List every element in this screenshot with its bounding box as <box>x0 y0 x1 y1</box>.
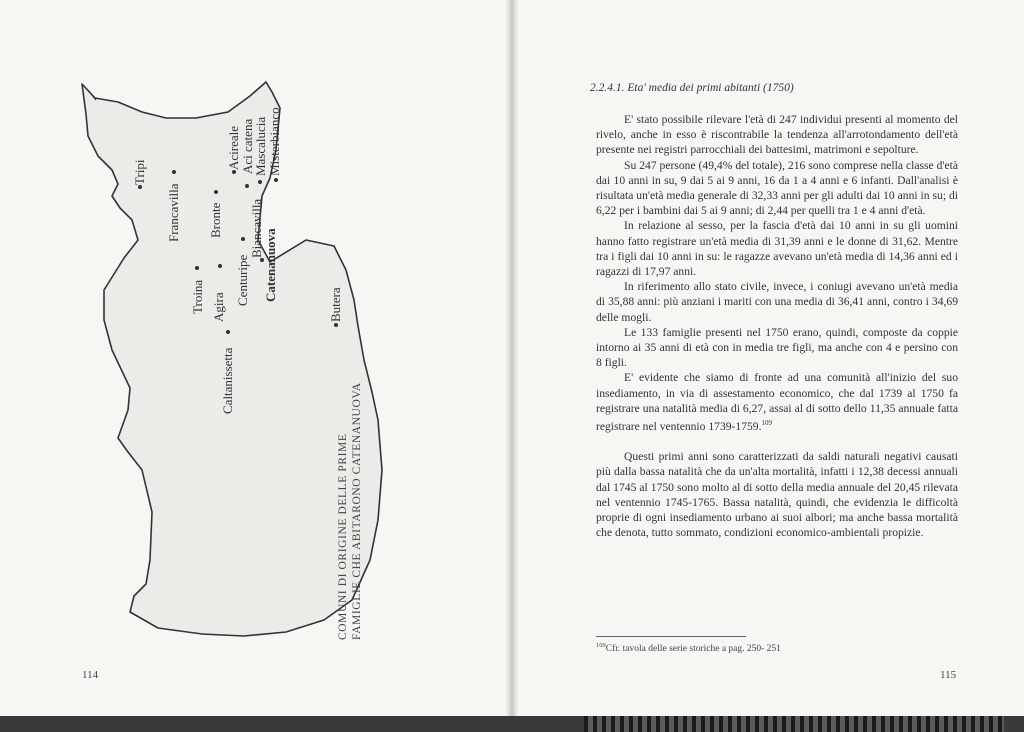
paragraph-with-note <box>596 370 958 434</box>
town-dot <box>218 264 222 268</box>
footnote <box>596 642 781 654</box>
paragraph: E' stato possibile rilevare l'età di 247 individui presenti al momento del rivelo, anche in esso è riscontrabile la tendenza all'arrotondamento dell'età presente nei registri parrocchiali dei battesimi, matrimoni e sepolture. <box>596 113 958 157</box>
paragraph: Questi primi anni sono caratterizzati da saldi naturali negativi causati più dalla bassa natalità che da un'alta mortalità, infatti i 12,38 decessi annuali dal 1745 al 1750 sono molto al di sotto della media annuale del 20,45 rilevata nel ventennio 1745-1765. Bassa natalità, quindi, che evidenzia le difficoltà proprie di ogni insediamento urbano ai suoi albori; ma anche bassa mortalità che denota, tutto sommato, condizioni economico-ambientali propizie. <box>596 450 958 540</box>
paragraph: Le 133 famiglie presenti nel 1750 erano, quindi, composte da coppie intorno ai 35 anni di età con in media tre figli, ma anche con 4 e persino con 8 figli. <box>596 325 958 370</box>
town-label: Butera <box>328 287 343 322</box>
body-text <box>596 112 958 540</box>
map-outline <box>0 0 512 716</box>
town-dot <box>258 180 262 184</box>
footnote-number: 109 <box>596 642 606 649</box>
scan-edge <box>0 716 1024 732</box>
town-label: Biancavilla <box>249 198 264 258</box>
paragraph: Su 247 persone (49,4% del totale), 216 sono comprese nella classe d'età dai 10 anni in su, 9 dai 5 ai 9 anni, 16 da 1 a 4 anni e 6 infanti. Dall'analisi è risultata un'età media generale di 32,33 anni per gli adulti dai 10 anni in su; di 6,22 per i bambini dai 5 ai 9 anni; di 2,44 per quelli tra 1 e 4 anni d'età. <box>596 158 958 218</box>
town-dot <box>214 190 218 194</box>
town-label: Bronte <box>208 202 223 238</box>
town-dot <box>226 330 230 334</box>
town-label: Aci catena <box>240 118 255 174</box>
town-label: Francavilla <box>166 183 181 242</box>
footnote-ref: 109 <box>761 419 772 428</box>
town-dot <box>232 170 236 174</box>
town-label: Catenanuova <box>263 228 278 302</box>
paragraph-text: E' evidente che siamo di fronte ad una comunità all'inizio del suo insediamento, in via di assestamento economico, che dal 1739 al 1750 fa registrare una natalità media di 6,27, assai al di sotto dello 11,35 annuale fatta registrare nel ventennio 1739-1759. <box>596 371 958 433</box>
town-dot <box>245 184 249 188</box>
town-label: Tripi <box>132 159 147 185</box>
town-dot <box>195 266 199 270</box>
town-label: Caltanissetta <box>220 347 235 414</box>
town-label: Acireale <box>226 125 241 170</box>
town-label: Troina <box>190 279 205 314</box>
footnote-text: Cfr. tavola delle serie storiche a pag. 250- 251 <box>605 644 781 655</box>
page-number: 115 <box>940 669 957 681</box>
town-label: Agira <box>211 292 226 322</box>
paragraph: In riferimento allo stato civile, invece, i coniugi avevano un'età media di 35,88 anni: più anziani i mariti con una media di 36,41 anni, contro i 34,69 delle mogli. <box>596 280 958 324</box>
town-label: Centuripe <box>235 254 250 306</box>
book-gutter <box>505 0 519 732</box>
map-caption-line: COMUNI DI ORIGINE DELLE PRIME <box>337 433 349 640</box>
town-dot <box>138 185 142 189</box>
section-title: 2.2.4.1. Eta' media dei primi abitanti (1750) <box>590 82 794 94</box>
town-dot <box>241 237 245 241</box>
town-dot <box>172 170 176 174</box>
town-label: Misterbianco <box>267 107 282 176</box>
paragraph: In relazione al sesso, per la fascia d'età dai 10 anni in su gli uomini hanno fatto registrare un'età media di 31,39 anni e le donne di 31,62. Mentre tra i figli dai 10 anni in su: le ragazze avevano un'età media di 14,36 anni ed i ragazzi di 17,97 anni. <box>596 219 958 279</box>
footnote-rule <box>596 636 746 637</box>
town-label: Mascalucia <box>253 116 268 176</box>
town-dot <box>274 178 278 182</box>
map-caption <box>336 382 364 640</box>
map-caption-line: FAMIGLIE CHE ABITARONO CATENANUOVA <box>351 382 363 640</box>
page-number: 114 <box>82 669 99 681</box>
scan-edge-bars <box>584 716 1004 732</box>
town-dot <box>334 323 338 327</box>
